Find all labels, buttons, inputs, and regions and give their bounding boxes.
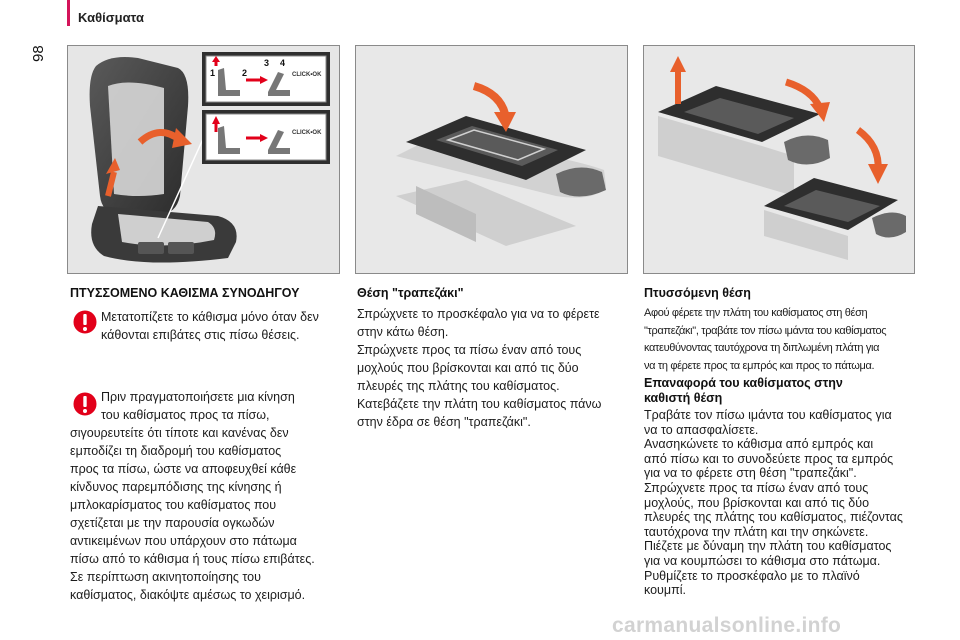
watermark: carmanualsonline.info <box>612 614 842 637</box>
warning-icon <box>72 309 98 335</box>
warning-text-2-cont: σιγουρευτείτε ότι τίποτε και κανένας δεν εμποδίζει τη διαδρομή του καθίσματος προς τα πίσω, ώστε να αποφευχθεί κάθε κίνδυνος παρεμπόδισης της κίνησης ή μπλοκαρίσματος του καθίσματος που σχετίζεται με την παρουσία ογκωδών αντικειμένων που υπάρχουν στο πάτωμα πίσω από το κάθισμα ή τους πίσω επιβάτες. Σε περίπτωση ακινητοποίησης του καθίσματος, διακόψτε αμέσως το χειρισμό. <box>70 426 315 602</box>
table-position-panel <box>355 45 628 274</box>
click-ok-label-bottom: CLICK•OK <box>292 130 322 136</box>
passenger-seat-illustration <box>68 46 339 273</box>
col3-body: Τραβάτε τον πίσω ιμάντα του καθίσματος για να το απασφαλίσετε. Ανασηκώνετε το κάθισμα από εμπρός και από πίσω και το συνοδεύετε προς τα εμπρός για να το φέρετε στη θέση "τραπεζάκι". Σπρώχνετε προς τα πίσω έναν από τους μοχλούς, που βρίσκονται και από τις δύο πλευρές της πλάτης του καθίσματος, πιέζοντας ταυτόχρονα την πλάτη και την σηκώνετε. Πιέζετε με δύναμη την πλάτη του καθίσματος για να κουμπώσει το κάθισμα στο πάτωμα. Ρυθμίζετε το προσκέφαλο με το πλαϊνό κουμπί. <box>644 408 903 598</box>
col2-body: Σπρώχνετε το προσκέφαλο για να το φέρετε στην κάτω θέση. Σπρώχνετε προς τα πίσω έναν από τους μοχλούς που βρίσκονται και από τις δύο πλευρές της πλάτης του καθίσματος. Κατεβάζετε την πλάτη του καθίσματος πάνω στην έδρα σε θέση "τραπεζάκι". <box>357 307 602 429</box>
step-1-label: 1 <box>210 68 216 78</box>
col3-subtitle: Επαναφορά του καθίσματος στην καθιστή θέση <box>644 376 843 405</box>
warning-text-1: Μετατοπίζετε το κάθισμα μόνο όταν δεν κάθονται επιβάτες στις πίσω θέσεις. <box>101 310 319 342</box>
folded-position-panel <box>643 45 915 274</box>
step-3-label: 3 <box>264 58 270 68</box>
folded-position-illustration <box>644 46 914 273</box>
col3-intro: Αφού φέρετε την πλάτη του καθίσματος στη θέση "τραπεζάκι", τραβάτε τον πίσω ιμάντα του καθίσματος κατευθύνοντας ταυτόχρονα τη διπλωμένη πλάτη για να τη φέρετε προς τα εμπρός και προς το πάτωμα. <box>644 307 887 372</box>
table-position-illustration <box>356 46 627 273</box>
warning-icon <box>72 391 98 417</box>
col2-title: Θέση "τραπεζάκι" <box>357 286 464 300</box>
page-number: 98 <box>30 45 47 62</box>
header-accent-bar <box>67 0 70 26</box>
warning-text-2: Πριν πραγματοποιήσετε μια κίνηση του καθίσματος προς τα πίσω, <box>101 390 295 422</box>
seat-diagram-panel <box>67 45 340 274</box>
col3-title: Πτυσσόμενη θέση <box>644 286 751 300</box>
col1-title: ΠΤΥΣΣΟΜΕΝΟ ΚΑΘΙΣΜΑ ΣΥΝΟΔΗΓΟΥ <box>70 286 300 300</box>
step-4-label: 4 <box>280 58 286 68</box>
section-title: Καθίσματα <box>78 10 144 25</box>
step-2-label: 2 <box>242 68 248 78</box>
click-ok-label-top: CLICK•OK <box>292 72 322 78</box>
